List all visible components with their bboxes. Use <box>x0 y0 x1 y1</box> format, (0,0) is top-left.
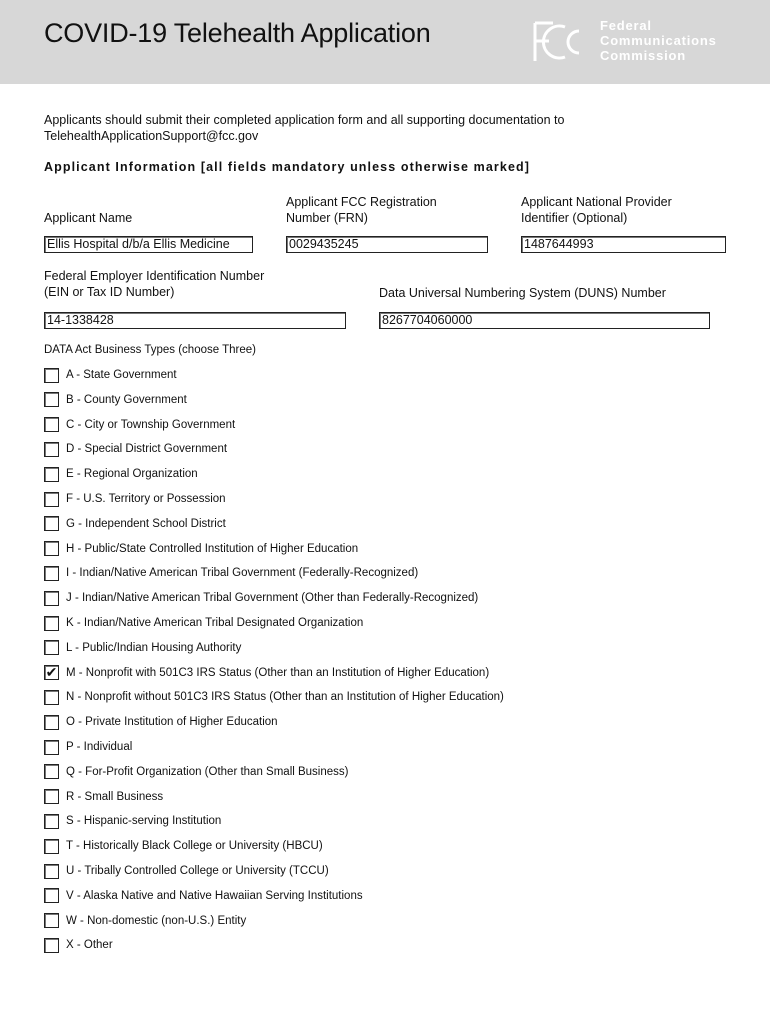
business-type-option[interactable] <box>44 812 644 830</box>
business-type-option[interactable] <box>44 688 644 706</box>
business-type-option[interactable] <box>44 738 644 756</box>
business-type-label: H - Public/State Controlled Institution of Higher Education <box>66 542 359 555</box>
npi-field[interactable]: 1487644993 <box>521 236 726 253</box>
checkmark-icon: ✔ <box>45 664 58 681</box>
business-type-label: L - Public/Indian Housing Authority <box>66 641 242 654</box>
business-type-label: A - State Government <box>66 369 177 381</box>
business-type-checkbox[interactable] <box>44 740 59 755</box>
business-type-label: P - Individual <box>66 741 133 753</box>
business-type-option[interactable] <box>44 763 644 781</box>
page-header <box>0 0 770 84</box>
business-type-checkbox[interactable] <box>44 665 59 680</box>
business-types-heading: DATA Act Business Types (choose Three) <box>44 344 256 356</box>
business-type-checkbox[interactable] <box>44 938 59 953</box>
business-type-option[interactable] <box>44 366 644 384</box>
npi-label-line: Identifier (Optional) <box>521 211 628 225</box>
business-type-label: Q - For-Profit Organization (Other than Small Business) <box>66 765 349 778</box>
section-title: Applicant Information [all fields mandatory unless otherwise marked] <box>44 160 530 174</box>
business-type-label: N - Nonprofit without 501C3 IRS Status (Other than an Institution of Higher Education) <box>66 691 504 704</box>
business-type-option[interactable] <box>44 912 644 930</box>
business-type-label: D - Special District Government <box>66 443 228 456</box>
business-type-label: V - Alaska Native and Native Hawaiian Serving Institutions <box>66 889 363 902</box>
business-type-checkbox[interactable] <box>44 814 59 829</box>
business-type-option[interactable] <box>44 936 644 954</box>
frn-field[interactable]: 0029435245 <box>286 236 488 253</box>
business-type-checkbox[interactable] <box>44 839 59 854</box>
intro-line: Applicants should submit their completed application form and all supporting documentation to <box>44 113 565 127</box>
business-type-option[interactable] <box>44 440 644 458</box>
business-type-checkbox[interactable] <box>44 368 59 383</box>
business-type-label: O - Private Institution of Higher Education <box>66 716 278 729</box>
business-type-option[interactable] <box>44 540 644 558</box>
business-type-option[interactable] <box>44 713 644 731</box>
ein-label <box>44 268 264 300</box>
business-type-checkbox[interactable] <box>44 640 59 655</box>
business-type-checkbox[interactable] <box>44 616 59 631</box>
business-type-checkbox[interactable] <box>44 467 59 482</box>
wordmark-line: Commission <box>600 48 687 63</box>
business-type-label: F - U.S. Territory or Possession <box>66 493 226 505</box>
business-type-label: S - Hispanic-serving Institution <box>66 815 222 828</box>
business-type-checkbox[interactable] <box>44 541 59 556</box>
fcc-wordmark <box>600 18 717 63</box>
business-type-option[interactable] <box>44 664 644 682</box>
business-type-checkbox[interactable] <box>44 690 59 705</box>
business-type-option[interactable] <box>44 589 644 607</box>
business-type-label: G - Independent School District <box>66 517 226 530</box>
business-type-label: X - Other <box>66 939 113 952</box>
business-type-option[interactable] <box>44 515 644 533</box>
frn-label-line: Number (FRN) <box>286 211 368 225</box>
business-type-checkbox[interactable] <box>44 566 59 581</box>
business-type-option[interactable] <box>44 837 644 855</box>
duns-label: Data Universal Numbering System (DUNS) Number <box>379 286 666 300</box>
business-type-checkbox[interactable] <box>44 417 59 432</box>
business-type-option[interactable] <box>44 490 644 508</box>
business-type-checkbox[interactable] <box>44 715 59 730</box>
business-type-checkbox[interactable] <box>44 392 59 407</box>
business-type-option[interactable] <box>44 887 644 905</box>
business-type-label: U - Tribally Controlled College or University (TCCU) <box>66 865 329 877</box>
applicant-name-field[interactable]: Ellis Hospital d/b/a Ellis Medicine <box>44 236 253 253</box>
business-type-option[interactable] <box>44 465 644 483</box>
frn-label-line: Applicant FCC Registration <box>286 195 437 209</box>
business-type-label: M - Nonprofit with 501C3 IRS Status (Other than an Institution of Higher Education) <box>66 666 490 679</box>
npi-label-line: Applicant National Provider <box>521 195 672 209</box>
business-type-checkbox[interactable] <box>44 864 59 879</box>
business-type-label: B - County Government <box>66 393 187 406</box>
business-type-option[interactable] <box>44 788 644 806</box>
business-type-label: J - Indian/Native American Tribal Government (Other than Federally-Recognized) <box>66 592 479 605</box>
business-type-label: C - City or Township Government <box>66 418 236 431</box>
intro-text <box>44 112 684 144</box>
duns-field[interactable]: 8267704060000 <box>379 312 710 329</box>
ein-label-line: (EIN or Tax ID Number) <box>44 285 175 299</box>
support-email: TelehealthApplicationSupport@fcc.gov <box>44 129 259 143</box>
business-type-checkbox[interactable] <box>44 888 59 903</box>
fcc-logo <box>531 19 591 65</box>
business-type-checkbox[interactable] <box>44 789 59 804</box>
business-type-option[interactable] <box>44 614 644 632</box>
business-type-label: K - Indian/Native American Tribal Designated Organization <box>66 617 364 629</box>
business-type-checkbox[interactable] <box>44 516 59 531</box>
frn-label <box>286 194 437 226</box>
applicant-name-label: Applicant Name <box>44 211 133 225</box>
ein-label-line: Federal Employer Identification Number <box>44 269 265 283</box>
business-type-label: W - Non-domestic (non-U.S.) Entity <box>66 914 247 927</box>
business-type-checkbox[interactable] <box>44 764 59 779</box>
ein-field[interactable]: 14-1338428 <box>44 312 346 329</box>
business-type-label: E - Regional Organization <box>66 468 198 481</box>
business-type-option[interactable] <box>44 391 644 409</box>
npi-label <box>521 194 672 226</box>
business-type-checkbox[interactable] <box>44 913 59 928</box>
wordmark-line: Communications <box>600 33 717 48</box>
business-type-option[interactable] <box>44 564 644 582</box>
page-title: COVID-19 Telehealth Application <box>44 18 431 48</box>
business-type-checkbox[interactable] <box>44 442 59 457</box>
business-type-checkbox[interactable] <box>44 591 59 606</box>
business-type-label: R - Small Business <box>66 790 164 803</box>
business-type-label: I - Indian/Native American Tribal Government (Federally-Recognized) <box>66 567 419 580</box>
business-type-checkbox[interactable] <box>44 492 59 507</box>
business-type-option[interactable] <box>44 639 644 657</box>
wordmark-line: Federal <box>600 18 652 33</box>
business-type-option[interactable] <box>44 862 644 880</box>
business-type-label: T - Historically Black College or University (HBCU) <box>66 840 323 853</box>
business-type-option[interactable] <box>44 416 644 434</box>
